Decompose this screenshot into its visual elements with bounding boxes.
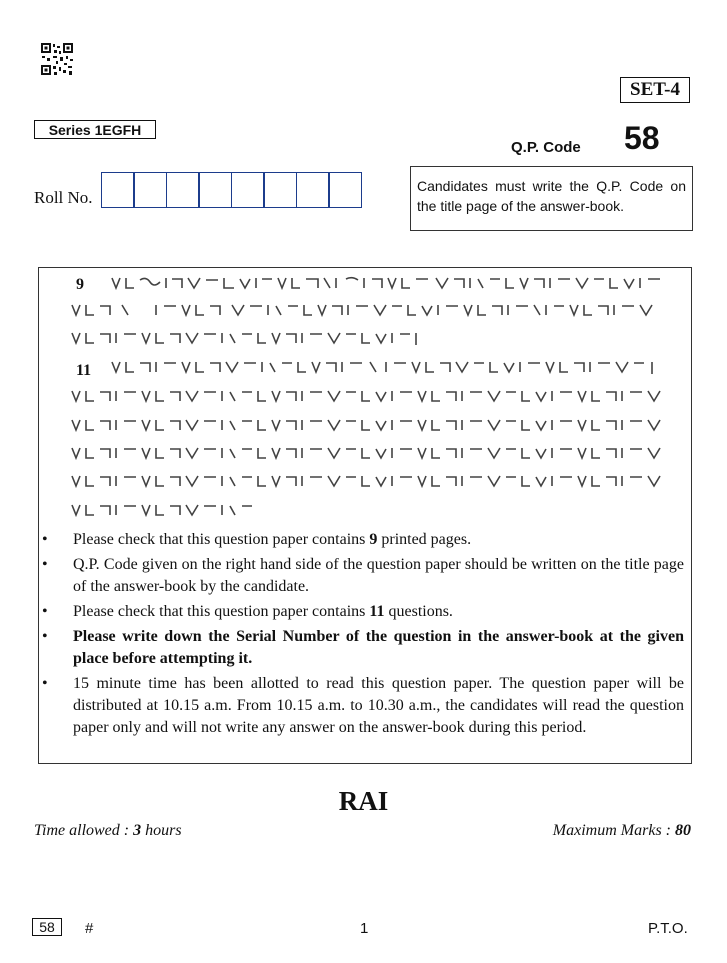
set-label: SET-4 — [620, 77, 690, 103]
instruction-bullet-2: • Q.P. Code given on the right hand side of the question paper should be written on the title page of the answer-book by the candidate. — [42, 554, 684, 598]
instruction-bullet-5: • 15 minute time has been allotted to read this question paper. The question paper will be distributed at 10.15 a.m. From 10.15 a.m. to 10.30 a.m., the candidates will read the question paper only and will not write any answer on the answer-book during this period. — [42, 673, 684, 739]
instruction-bullet-4: • Please write down the Serial Number of the question in the answer-book at the given place before attempting it. — [42, 626, 684, 670]
footer-code: 58 — [32, 918, 62, 936]
script-marker-11: 11 — [76, 362, 92, 379]
time-allowed: Time allowed : 3 hours — [34, 822, 182, 839]
instruction-bullet-1: • Please check that this question paper contains 9 printed pages. — [42, 529, 684, 551]
instruction-bullets — [42, 529, 684, 742]
bullet-dot: • — [42, 603, 48, 620]
qp-code-value: 58 — [624, 120, 660, 156]
bullet-dot: • — [42, 556, 48, 573]
series-label: Series 1EGFH — [34, 120, 156, 139]
instruction-bullet-3: • Please check that this question paper contains 11 questions. — [42, 601, 684, 623]
footer-hash: # — [85, 920, 94, 937]
subject-title: RAI — [338, 786, 389, 816]
bullet-dot: • — [42, 675, 48, 692]
pto-label: P.T.O. — [648, 920, 688, 937]
maximum-marks: Maximum Marks : 80 — [552, 822, 691, 839]
script-marker-9: 9 — [76, 276, 84, 293]
bullet-dot: • — [42, 628, 48, 645]
candidate-note: Candidates must write the Q.P. Code on the title page of the answer-book. — [410, 166, 693, 231]
page-number: 1 — [360, 920, 369, 937]
qp-code-label: Q.P. Code — [511, 139, 581, 156]
bullet-dot: • — [42, 531, 48, 548]
roll-no-label: Roll No. — [34, 188, 93, 207]
